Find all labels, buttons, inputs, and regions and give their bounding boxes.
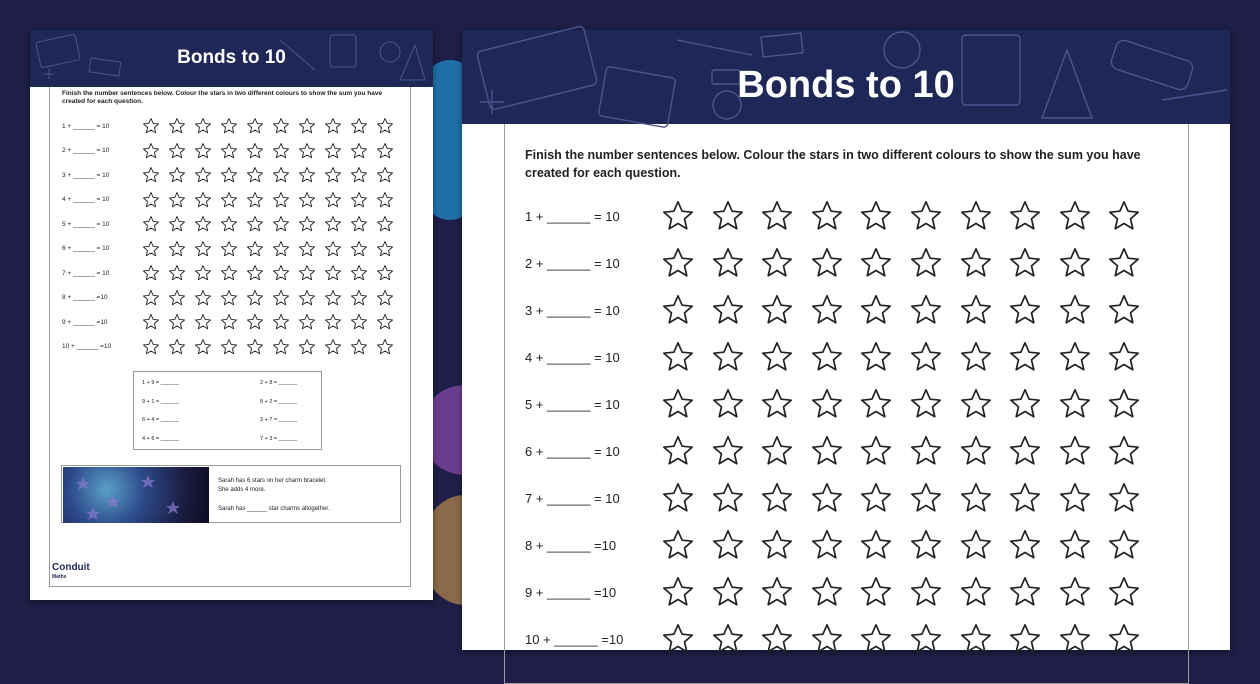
star-icon[interactable] bbox=[859, 528, 893, 562]
star-icon[interactable] bbox=[1107, 481, 1141, 515]
worksheet-title-large: Bonds to 10 bbox=[737, 64, 955, 106]
star-icon[interactable] bbox=[272, 264, 290, 282]
equation-row bbox=[62, 191, 402, 209]
star-icon[interactable] bbox=[959, 340, 993, 374]
star-icon[interactable] bbox=[168, 313, 186, 331]
equation-label: 1 + ______ = 10 bbox=[62, 122, 110, 130]
star-icon[interactable] bbox=[859, 575, 893, 609]
star-icon[interactable] bbox=[194, 166, 212, 184]
star-icon[interactable] bbox=[194, 215, 212, 233]
star-icon[interactable] bbox=[376, 240, 394, 258]
star-group bbox=[661, 434, 1157, 468]
star-icon[interactable] bbox=[1107, 622, 1141, 656]
large-equation-row bbox=[525, 387, 1157, 421]
star-icon[interactable] bbox=[298, 240, 316, 258]
star-icon[interactable] bbox=[142, 191, 160, 209]
star-icon[interactable] bbox=[298, 215, 316, 233]
star-icon[interactable] bbox=[298, 191, 316, 209]
star-icon[interactable] bbox=[661, 293, 695, 327]
star-icon[interactable] bbox=[220, 191, 238, 209]
star-icon[interactable] bbox=[194, 117, 212, 135]
star-group bbox=[661, 528, 1157, 562]
star-icon[interactable] bbox=[298, 313, 316, 331]
star-icon[interactable] bbox=[810, 199, 844, 233]
star-icon[interactable] bbox=[909, 434, 943, 468]
equation-label: 3 + ______ = 10 bbox=[525, 302, 620, 318]
equation-label: 9 + ______ =10 bbox=[62, 318, 108, 326]
star-icon[interactable] bbox=[194, 240, 212, 258]
star-icon[interactable] bbox=[194, 338, 212, 356]
equation-label: 4 + ______ = 10 bbox=[525, 349, 620, 365]
star-icon[interactable] bbox=[246, 215, 264, 233]
star-group bbox=[661, 293, 1157, 327]
star-icon[interactable] bbox=[859, 622, 893, 656]
star-icon[interactable] bbox=[909, 481, 943, 515]
star-icon[interactable] bbox=[142, 117, 160, 135]
star-icon[interactable] bbox=[1008, 199, 1042, 233]
star-icon[interactable] bbox=[810, 622, 844, 656]
star-icon[interactable] bbox=[760, 387, 794, 421]
star-icon[interactable] bbox=[1107, 575, 1141, 609]
star-icon[interactable] bbox=[298, 142, 316, 160]
star-icon[interactable] bbox=[959, 246, 993, 280]
star-icon[interactable] bbox=[661, 481, 695, 515]
star-icon[interactable] bbox=[272, 117, 290, 135]
star-icon[interactable] bbox=[350, 313, 368, 331]
star-icon[interactable] bbox=[810, 387, 844, 421]
star-icon[interactable] bbox=[711, 387, 745, 421]
star-icon[interactable] bbox=[760, 340, 794, 374]
star-icon[interactable] bbox=[350, 338, 368, 356]
star-icon[interactable] bbox=[324, 166, 342, 184]
star-icon[interactable] bbox=[142, 289, 160, 307]
instructions-text: Finish the number sentences below. Colour the stars in two different colours to show the sum you have created for each question. bbox=[62, 90, 383, 105]
large-equation-row bbox=[525, 434, 1157, 468]
star-icon[interactable] bbox=[711, 434, 745, 468]
star-group bbox=[661, 199, 1157, 233]
star-charms-image bbox=[63, 467, 209, 523]
star-icon[interactable] bbox=[1008, 481, 1042, 515]
star-icon[interactable] bbox=[246, 240, 264, 258]
star-icon[interactable] bbox=[859, 434, 893, 468]
star-icon[interactable] bbox=[142, 240, 160, 258]
sum-item: 1 + 9 = ______ bbox=[142, 380, 180, 386]
star-icon[interactable] bbox=[711, 246, 745, 280]
star-icon[interactable] bbox=[324, 313, 342, 331]
star-icon[interactable] bbox=[1008, 387, 1042, 421]
star-icon[interactable] bbox=[246, 313, 264, 331]
star-icon[interactable] bbox=[909, 528, 943, 562]
star-icon[interactable] bbox=[272, 338, 290, 356]
equation-label: 4 + ______ = 10 bbox=[62, 196, 110, 203]
star-icon[interactable] bbox=[350, 264, 368, 282]
star-icon[interactable] bbox=[859, 481, 893, 515]
equation-label: 7 + ______ = 10 bbox=[62, 269, 110, 277]
star-icon[interactable] bbox=[810, 434, 844, 468]
logo-name: Conduit bbox=[52, 562, 90, 573]
large-equation-row bbox=[525, 199, 1157, 233]
conduit-logo bbox=[52, 562, 90, 580]
star-icon[interactable] bbox=[324, 338, 342, 356]
star-icon[interactable] bbox=[376, 166, 394, 184]
star-icon[interactable] bbox=[1107, 387, 1141, 421]
logo-subject: Maths bbox=[52, 574, 67, 580]
star-icon[interactable] bbox=[760, 622, 794, 656]
star-icon[interactable] bbox=[909, 622, 943, 656]
worksheet-preview-large bbox=[462, 30, 1230, 650]
sum-item: 9 + 1 = ______ bbox=[142, 399, 180, 405]
star-icon[interactable] bbox=[272, 240, 290, 258]
star-icon[interactable] bbox=[272, 215, 290, 233]
star-icon[interactable] bbox=[1058, 387, 1092, 421]
star-icon[interactable] bbox=[350, 215, 368, 233]
star-icon[interactable] bbox=[298, 338, 316, 356]
star-icon[interactable] bbox=[142, 166, 160, 184]
star-icon[interactable] bbox=[1008, 528, 1042, 562]
star-icon[interactable] bbox=[350, 142, 368, 160]
star-icon[interactable] bbox=[859, 199, 893, 233]
star-icon[interactable] bbox=[1058, 575, 1092, 609]
star-icon[interactable] bbox=[272, 313, 290, 331]
star-icon[interactable] bbox=[711, 340, 745, 374]
star-icon[interactable] bbox=[711, 293, 745, 327]
star-group bbox=[142, 191, 402, 209]
star-icon[interactable] bbox=[168, 338, 186, 356]
star-icon[interactable] bbox=[1107, 340, 1141, 374]
star-icon[interactable] bbox=[711, 528, 745, 562]
star-group bbox=[661, 340, 1157, 374]
equation-label: 1 + ______ = 10 bbox=[525, 208, 620, 224]
star-icon[interactable] bbox=[272, 166, 290, 184]
star-icon[interactable] bbox=[220, 240, 238, 258]
star-icon[interactable] bbox=[1058, 246, 1092, 280]
star-icon[interactable] bbox=[810, 293, 844, 327]
star-group bbox=[142, 289, 402, 307]
star-icon[interactable] bbox=[168, 289, 186, 307]
star-icon[interactable] bbox=[376, 264, 394, 282]
star-icon[interactable] bbox=[272, 191, 290, 209]
star-icon[interactable] bbox=[810, 340, 844, 374]
star-icon[interactable] bbox=[909, 199, 943, 233]
large-equation-row bbox=[525, 246, 1157, 280]
star-icon[interactable] bbox=[194, 191, 212, 209]
star-group bbox=[661, 246, 1157, 280]
star-icon[interactable] bbox=[909, 575, 943, 609]
star-icon[interactable] bbox=[168, 264, 186, 282]
star-icon[interactable] bbox=[350, 289, 368, 307]
star-group bbox=[142, 117, 402, 135]
equation-label: 3 + ______ = 10 bbox=[62, 171, 110, 179]
star-icon[interactable] bbox=[168, 191, 186, 209]
star-group bbox=[661, 622, 1157, 656]
large-equation-row bbox=[525, 622, 1157, 656]
star-icon[interactable] bbox=[220, 142, 238, 160]
star-icon[interactable] bbox=[1008, 575, 1042, 609]
star-icon[interactable] bbox=[760, 246, 794, 280]
star-icon[interactable] bbox=[959, 293, 993, 327]
star-icon[interactable] bbox=[168, 117, 186, 135]
star-icon[interactable] bbox=[1008, 622, 1042, 656]
equation-row bbox=[62, 264, 402, 282]
star-icon[interactable] bbox=[1008, 340, 1042, 374]
star-icon[interactable] bbox=[909, 340, 943, 374]
star-icon[interactable] bbox=[959, 575, 993, 609]
star-group bbox=[661, 575, 1157, 609]
equation-label: 5 + ______ = 10 bbox=[525, 396, 620, 412]
star-icon[interactable] bbox=[810, 246, 844, 280]
star-icon[interactable] bbox=[142, 313, 160, 331]
star-icon[interactable] bbox=[661, 434, 695, 468]
star-icon[interactable] bbox=[350, 117, 368, 135]
star-icon[interactable] bbox=[220, 166, 238, 184]
star-icon[interactable] bbox=[959, 387, 993, 421]
star-icon[interactable] bbox=[324, 191, 342, 209]
worksheet-banner-large bbox=[462, 30, 1230, 124]
worksheet-banner bbox=[30, 30, 433, 87]
star-icon[interactable] bbox=[661, 246, 695, 280]
equation-label: 8 + ______ =10 bbox=[62, 294, 108, 301]
star-icon[interactable] bbox=[220, 313, 238, 331]
star-icon[interactable] bbox=[246, 142, 264, 160]
equation-row bbox=[62, 313, 402, 331]
star-icon[interactable] bbox=[324, 289, 342, 307]
large-equation-row bbox=[525, 293, 1157, 327]
instructions-text-large: Finish the number sentences below. Colour the stars in two different colours to show the sum you have created for each question. bbox=[525, 148, 1141, 180]
large-equation-row bbox=[525, 340, 1157, 374]
star-icon[interactable] bbox=[661, 387, 695, 421]
star-icon[interactable] bbox=[1008, 246, 1042, 280]
star-group bbox=[661, 387, 1157, 421]
star-group bbox=[142, 313, 402, 331]
star-group bbox=[142, 215, 402, 233]
star-icon[interactable] bbox=[324, 240, 342, 258]
story-line-3: Sarah has ______ star charms altogether. bbox=[218, 506, 330, 512]
star-icon[interactable] bbox=[711, 481, 745, 515]
star-icon[interactable] bbox=[909, 246, 943, 280]
equation-label: 7 + ______ = 10 bbox=[525, 490, 620, 506]
star-icon[interactable] bbox=[959, 622, 993, 656]
star-icon[interactable] bbox=[376, 215, 394, 233]
star-icon[interactable] bbox=[246, 338, 264, 356]
star-icon[interactable] bbox=[760, 293, 794, 327]
star-icon[interactable] bbox=[246, 264, 264, 282]
star-icon[interactable] bbox=[272, 142, 290, 160]
sum-item: 6 + 4 = ______ bbox=[142, 417, 180, 423]
star-icon[interactable] bbox=[1058, 340, 1092, 374]
star-icon[interactable] bbox=[760, 481, 794, 515]
star-icon[interactable] bbox=[298, 166, 316, 184]
star-icon[interactable] bbox=[711, 575, 745, 609]
sum-item: 2 + 8 = ______ bbox=[260, 380, 298, 386]
star-icon[interactable] bbox=[1107, 199, 1141, 233]
star-group bbox=[142, 264, 402, 282]
equation-label: 8 + ______ =10 bbox=[525, 537, 617, 553]
star-icon[interactable] bbox=[194, 313, 212, 331]
worksheet-preview-small bbox=[30, 30, 433, 600]
equation-label: 10 + ______ =10 bbox=[525, 631, 624, 647]
star-icon[interactable] bbox=[194, 289, 212, 307]
star-icon[interactable] bbox=[168, 166, 186, 184]
star-icon[interactable] bbox=[1107, 246, 1141, 280]
equation-label: 9 + ______ =10 bbox=[525, 584, 617, 600]
star-icon[interactable] bbox=[1008, 293, 1042, 327]
star-icon[interactable] bbox=[1058, 293, 1092, 327]
star-icon[interactable] bbox=[1058, 199, 1092, 233]
star-group bbox=[142, 166, 402, 184]
star-icon[interactable] bbox=[298, 264, 316, 282]
star-icon[interactable] bbox=[959, 481, 993, 515]
star-icon[interactable] bbox=[376, 338, 394, 356]
sum-item: 8 + 2 = ______ bbox=[260, 399, 298, 405]
sum-item: 3 + 7 = ______ bbox=[260, 417, 298, 423]
star-icon[interactable] bbox=[959, 528, 993, 562]
star-icon[interactable] bbox=[909, 387, 943, 421]
star-icon[interactable] bbox=[1107, 528, 1141, 562]
star-icon[interactable] bbox=[376, 313, 394, 331]
star-icon[interactable] bbox=[376, 191, 394, 209]
equation-row bbox=[62, 142, 402, 160]
star-icon[interactable] bbox=[376, 117, 394, 135]
star-icon[interactable] bbox=[859, 340, 893, 374]
equation-label: 2 + ______ = 10 bbox=[525, 255, 620, 271]
star-icon[interactable] bbox=[350, 240, 368, 258]
star-icon[interactable] bbox=[324, 117, 342, 135]
star-icon[interactable] bbox=[324, 264, 342, 282]
star-icon[interactable] bbox=[194, 264, 212, 282]
star-icon[interactable] bbox=[168, 240, 186, 258]
star-icon[interactable] bbox=[661, 528, 695, 562]
story-line-2: She adds 4 more. bbox=[218, 487, 266, 493]
star-group bbox=[142, 240, 402, 258]
equation-label: 5 + ______ = 10 bbox=[62, 220, 110, 228]
word-problem-box bbox=[61, 465, 401, 523]
star-icon[interactable] bbox=[142, 142, 160, 160]
equation-row bbox=[62, 215, 402, 233]
star-icon[interactable] bbox=[350, 166, 368, 184]
star-icon[interactable] bbox=[220, 289, 238, 307]
star-icon[interactable] bbox=[1058, 434, 1092, 468]
star-icon[interactable] bbox=[220, 264, 238, 282]
star-icon[interactable] bbox=[711, 622, 745, 656]
star-icon[interactable] bbox=[859, 387, 893, 421]
equation-row bbox=[62, 289, 402, 307]
star-icon[interactable] bbox=[246, 166, 264, 184]
star-icon[interactable] bbox=[1107, 293, 1141, 327]
star-icon[interactable] bbox=[194, 142, 212, 160]
star-icon[interactable] bbox=[909, 293, 943, 327]
equation-label: 6 + ______ = 10 bbox=[62, 245, 110, 252]
star-icon[interactable] bbox=[959, 434, 993, 468]
star-icon[interactable] bbox=[168, 142, 186, 160]
star-icon[interactable] bbox=[220, 117, 238, 135]
star-icon[interactable] bbox=[1058, 481, 1092, 515]
star-icon[interactable] bbox=[272, 289, 290, 307]
star-icon[interactable] bbox=[760, 528, 794, 562]
star-icon[interactable] bbox=[376, 289, 394, 307]
star-icon[interactable] bbox=[661, 199, 695, 233]
star-icon[interactable] bbox=[959, 199, 993, 233]
equation-label: 2 + ______ = 10 bbox=[62, 147, 110, 154]
equation-label: 10 + ______ =10 bbox=[62, 343, 112, 350]
equation-row bbox=[62, 166, 402, 184]
equation-row bbox=[62, 117, 402, 135]
star-group bbox=[661, 481, 1157, 515]
story-line-1: Sarah has 6 stars on her charm bracelet. bbox=[218, 478, 327, 484]
star-icon[interactable] bbox=[1008, 434, 1042, 468]
sum-item: 4 + 6 = ______ bbox=[142, 436, 180, 442]
star-icon[interactable] bbox=[760, 434, 794, 468]
star-icon[interactable] bbox=[350, 191, 368, 209]
star-icon[interactable] bbox=[324, 142, 342, 160]
equation-row bbox=[62, 240, 402, 258]
star-icon[interactable] bbox=[168, 215, 186, 233]
star-icon[interactable] bbox=[859, 293, 893, 327]
star-icon[interactable] bbox=[760, 575, 794, 609]
worksheet-title: Bonds to 10 bbox=[177, 47, 286, 68]
star-icon[interactable] bbox=[246, 117, 264, 135]
equation-row bbox=[62, 338, 402, 356]
star-icon[interactable] bbox=[810, 481, 844, 515]
star-group bbox=[142, 338, 402, 356]
star-icon[interactable] bbox=[298, 289, 316, 307]
star-icon[interactable] bbox=[220, 338, 238, 356]
star-group bbox=[142, 142, 402, 160]
star-icon[interactable] bbox=[859, 246, 893, 280]
star-icon[interactable] bbox=[1058, 622, 1092, 656]
star-icon[interactable] bbox=[661, 575, 695, 609]
large-equation-row bbox=[525, 575, 1157, 609]
star-icon[interactable] bbox=[760, 199, 794, 233]
sum-item: 7 + 3 = ______ bbox=[260, 436, 298, 442]
star-icon[interactable] bbox=[711, 199, 745, 233]
star-icon[interactable] bbox=[661, 622, 695, 656]
stars-decoration-icon bbox=[63, 467, 209, 523]
star-icon[interactable] bbox=[142, 215, 160, 233]
star-icon[interactable] bbox=[246, 191, 264, 209]
star-icon[interactable] bbox=[810, 575, 844, 609]
star-icon[interactable] bbox=[1058, 528, 1092, 562]
star-icon[interactable] bbox=[376, 142, 394, 160]
star-icon[interactable] bbox=[298, 117, 316, 135]
star-icon[interactable] bbox=[661, 340, 695, 374]
star-icon[interactable] bbox=[324, 215, 342, 233]
star-icon[interactable] bbox=[246, 289, 264, 307]
large-equation-row bbox=[525, 528, 1157, 562]
large-equation-row bbox=[525, 481, 1157, 515]
equation-label: 6 + ______ = 10 bbox=[525, 443, 620, 459]
star-icon[interactable] bbox=[220, 215, 238, 233]
star-icon[interactable] bbox=[1107, 434, 1141, 468]
star-icon[interactable] bbox=[810, 528, 844, 562]
star-icon[interactable] bbox=[142, 264, 160, 282]
sums-box bbox=[133, 371, 322, 450]
star-icon[interactable] bbox=[142, 338, 160, 356]
